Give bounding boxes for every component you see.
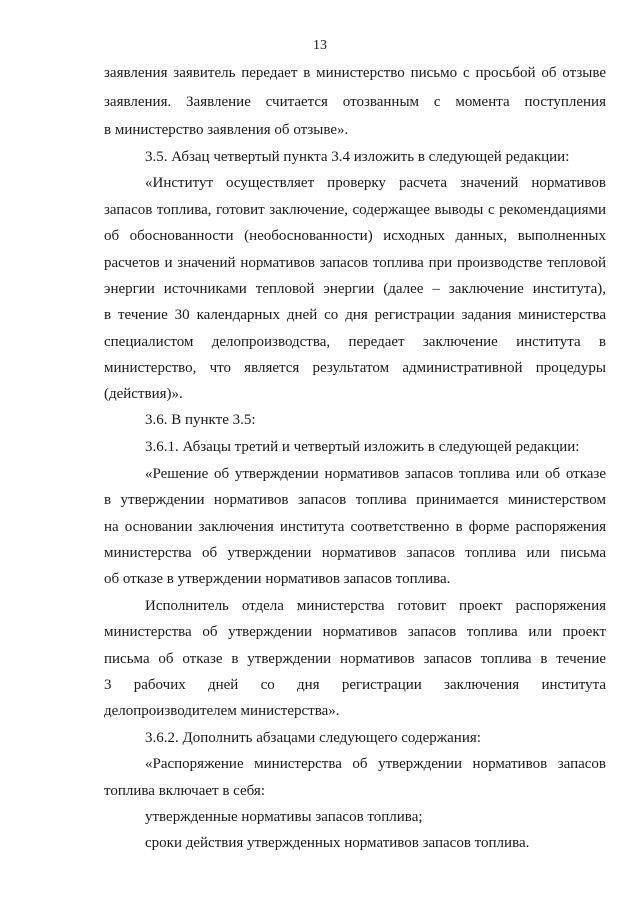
text-line-7: об обоснованности (необоснованности) исходных данных, выполненных (104, 228, 606, 244)
text-line-24: 3 рабочих дней со дня регистрации заключения института (104, 677, 606, 693)
text-line-12: министерство, что является результатом административной процедуры (104, 360, 606, 376)
text-line-26: 3.6.2. Дополнить абзацами следующего содержания: (145, 730, 481, 746)
text-line-4: 3.5. Абзац четвертый пункта 3.4 изложить в следующей редакции: (145, 149, 570, 165)
text-line-28: топлива включает в себя: (104, 783, 266, 799)
text-line-9: энергии источниками тепловой энергии (далее – заключение института), (104, 281, 606, 297)
text-line-3: в министерство заявления об отзыве». (104, 122, 349, 138)
text-line-14: 3.6. В пункте 3.5: (145, 412, 256, 428)
text-line-17: в утверждении нормативов запасов топлива принимается министерством (104, 492, 606, 508)
text-line-1: заявления заявитель передает в министерство письмо с просьбой об отзыве (104, 65, 606, 81)
text-line-11: специалистом делопроизводства, передает заключение института в (104, 334, 606, 350)
text-line-30: сроки действия утвержденных нормативов запасов топлива. (145, 835, 530, 851)
text-line-6: запасов топлива, готовит заключение, содержащее выводы с рекомендациями (104, 202, 606, 218)
text-line-21: Исполнитель отдела министерства готовит проект распоряжения (145, 598, 606, 614)
text-line-16: «Решение об утверждении нормативов запасов топлива или об отказе (145, 466, 606, 482)
text-line-20: об отказе в утверждении нормативов запасов топлива. (104, 571, 451, 587)
text-line-27: «Распоряжение министерства об утверждении нормативов запасов (145, 756, 606, 772)
text-line-13: (действия)». (104, 386, 183, 402)
text-line-23: письма об отказе в утверждении нормативов запасов топлива в течение (104, 651, 606, 667)
text-line-10: в течение 30 календарных дней со дня регистрации задания министерства (104, 307, 606, 323)
text-line-19: министерства об утверждении нормативов запасов топлива или письма (104, 545, 606, 561)
text-line-22: министерства об утверждении нормативов запасов топлива или проект (104, 624, 606, 640)
text-line-15: 3.6.1. Абзацы третий и четвертый изложить в следующей редакции: (145, 439, 580, 455)
page-number: 13 (313, 38, 327, 53)
text-line-2: заявления. Заявление считается отозванным с момента поступления (104, 94, 606, 110)
text-line-5: «Институт осуществляет проверку расчета значений нормативов (145, 175, 606, 191)
text-line-25: делопроизводителем министерства». (104, 703, 340, 719)
text-line-8: расчетов и значений нормативов запасов топлива при производстве тепловой (104, 255, 606, 271)
text-line-29: утвержденные нормативы запасов топлива; (145, 809, 423, 825)
text-line-18: на основании заключения института соответственно в форме распоряжения (104, 519, 606, 535)
